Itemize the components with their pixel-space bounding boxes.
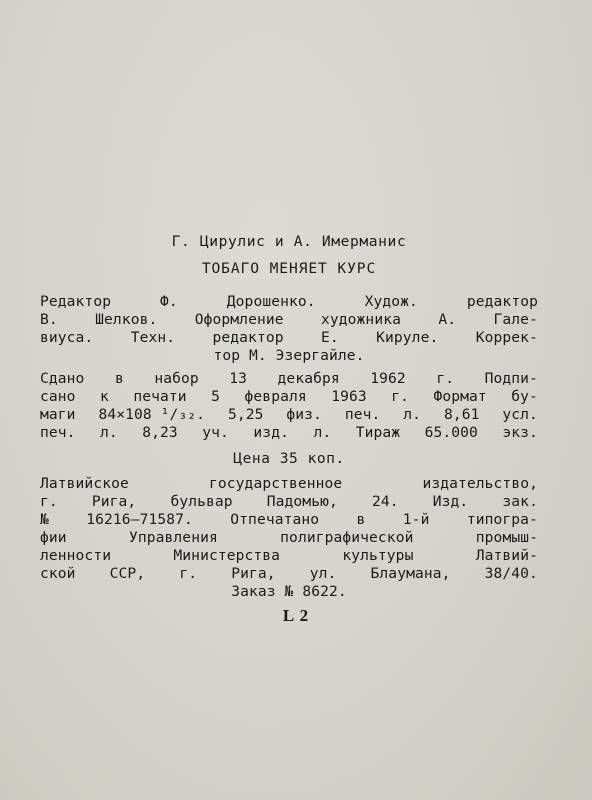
printer-mark bbox=[0, 606, 592, 626]
printer-mark-text: L 2 bbox=[282, 606, 310, 625]
printing-paragraph bbox=[40, 370, 538, 442]
word: Е. bbox=[320, 329, 339, 346]
word: Падомью, bbox=[266, 493, 338, 510]
word: декабря bbox=[277, 370, 340, 387]
word: полиграфической bbox=[280, 529, 414, 546]
print-run: 65.000 bbox=[424, 424, 478, 441]
word: 5,25 bbox=[227, 406, 264, 423]
credits-paragraph bbox=[40, 293, 538, 365]
word: усл. bbox=[502, 406, 538, 423]
credits-last-line-text: тор М. Эзергайле. bbox=[213, 347, 365, 364]
word: типогра- bbox=[466, 511, 538, 528]
word: печ. bbox=[344, 406, 381, 423]
printing-line bbox=[40, 424, 538, 442]
word: Оформление bbox=[194, 311, 284, 328]
word: издательство, bbox=[422, 475, 538, 492]
book-title bbox=[40, 260, 538, 278]
word: печати bbox=[133, 388, 187, 405]
word: ул. bbox=[309, 565, 337, 582]
word: 38/40. bbox=[484, 565, 538, 582]
word: г. bbox=[179, 565, 198, 582]
word: 1962 bbox=[370, 370, 406, 387]
word: Гале- bbox=[493, 311, 538, 328]
word: 1-й bbox=[402, 511, 430, 528]
word: 16216—71587. bbox=[86, 511, 193, 528]
publisher-line bbox=[40, 493, 538, 511]
word: В. bbox=[40, 311, 58, 328]
book-title-text: ТОБАГО МЕНЯЕТ КУРС bbox=[201, 260, 377, 277]
publisher-line bbox=[40, 547, 538, 565]
word: экз. bbox=[502, 424, 538, 441]
word: Подпи- bbox=[484, 370, 538, 387]
word: А. bbox=[438, 311, 457, 328]
word: ленности bbox=[40, 547, 112, 564]
word: государственное bbox=[209, 475, 343, 492]
word: г. bbox=[436, 370, 455, 387]
word: г. bbox=[40, 493, 58, 510]
credits-line bbox=[40, 329, 538, 347]
word: 5 bbox=[211, 388, 221, 405]
word: 24. bbox=[371, 493, 399, 510]
word: Управления bbox=[128, 529, 218, 546]
word: Тираж bbox=[355, 424, 401, 441]
publisher-line bbox=[40, 511, 538, 529]
word: № bbox=[40, 511, 49, 528]
word: Редактор bbox=[40, 293, 112, 310]
word: зак. bbox=[502, 493, 538, 510]
word: виуса. bbox=[40, 329, 94, 346]
word: л. bbox=[100, 424, 118, 441]
word: Министерства bbox=[173, 547, 281, 564]
word: Кируле. bbox=[376, 329, 439, 346]
authors-text: Г. Цирулис и А. Имерманис bbox=[171, 233, 407, 250]
printing-line bbox=[40, 370, 538, 388]
printing-line bbox=[40, 406, 538, 424]
word: Латвийское bbox=[40, 475, 129, 492]
word: культуры bbox=[342, 547, 414, 564]
publisher-paragraph bbox=[40, 475, 538, 601]
word: Техн. bbox=[130, 329, 176, 346]
word: Дорошенко. bbox=[226, 293, 316, 310]
word: уч. bbox=[202, 424, 229, 441]
word: фии bbox=[40, 529, 67, 546]
word: Шелков. bbox=[95, 311, 158, 328]
authors-line bbox=[40, 233, 538, 251]
word: изд. bbox=[253, 424, 289, 441]
word: набор bbox=[154, 370, 199, 387]
word: Худож. bbox=[364, 293, 418, 310]
credits-line bbox=[40, 311, 538, 329]
word: в bbox=[356, 511, 366, 528]
word: л. bbox=[313, 424, 332, 441]
word: Формат bbox=[433, 388, 487, 405]
word: г. bbox=[391, 388, 410, 405]
publisher-line bbox=[40, 475, 538, 493]
credits-line bbox=[40, 293, 538, 311]
word: ской bbox=[40, 565, 76, 582]
word: бу- bbox=[511, 388, 538, 405]
word: ССР, bbox=[109, 565, 146, 582]
word: сано bbox=[40, 388, 76, 405]
word: 13 bbox=[229, 370, 248, 387]
order-number-line bbox=[40, 583, 538, 601]
word: художника bbox=[321, 311, 401, 328]
word: печ. bbox=[40, 424, 76, 441]
word: Коррек- bbox=[475, 329, 538, 346]
word: 1963 bbox=[331, 388, 367, 405]
word: редактор bbox=[212, 329, 284, 346]
word: февраля bbox=[244, 388, 307, 405]
word: л. bbox=[403, 406, 422, 423]
word: 8,23 bbox=[142, 424, 178, 441]
word: к bbox=[100, 388, 109, 405]
word: Отпечатано bbox=[230, 511, 320, 528]
word: 8,61 bbox=[443, 406, 480, 423]
word: Рига, bbox=[231, 565, 276, 582]
word: Рига, bbox=[91, 493, 137, 510]
word: физ. bbox=[286, 406, 322, 423]
price-line bbox=[40, 450, 538, 468]
word: Изд. bbox=[432, 493, 469, 510]
word: маги bbox=[40, 406, 76, 423]
word: Сдано bbox=[40, 370, 85, 387]
word: Ф. bbox=[160, 293, 178, 310]
publisher-line bbox=[40, 529, 538, 547]
price-text: Цена 35 коп. bbox=[233, 450, 345, 467]
word: в bbox=[114, 370, 124, 387]
word: Латвий- bbox=[475, 547, 538, 564]
word: бульвар bbox=[170, 493, 233, 510]
credits-last-line bbox=[40, 347, 538, 365]
order-number-text: Заказ № 8622. bbox=[231, 583, 347, 600]
word: промыш- bbox=[475, 529, 538, 546]
publisher-line bbox=[40, 565, 538, 583]
printing-line bbox=[40, 388, 538, 406]
word: Блаумана, bbox=[370, 565, 451, 582]
word: редактор bbox=[466, 293, 538, 310]
paper-format: 84×108 ¹/₃₂. bbox=[98, 406, 206, 423]
